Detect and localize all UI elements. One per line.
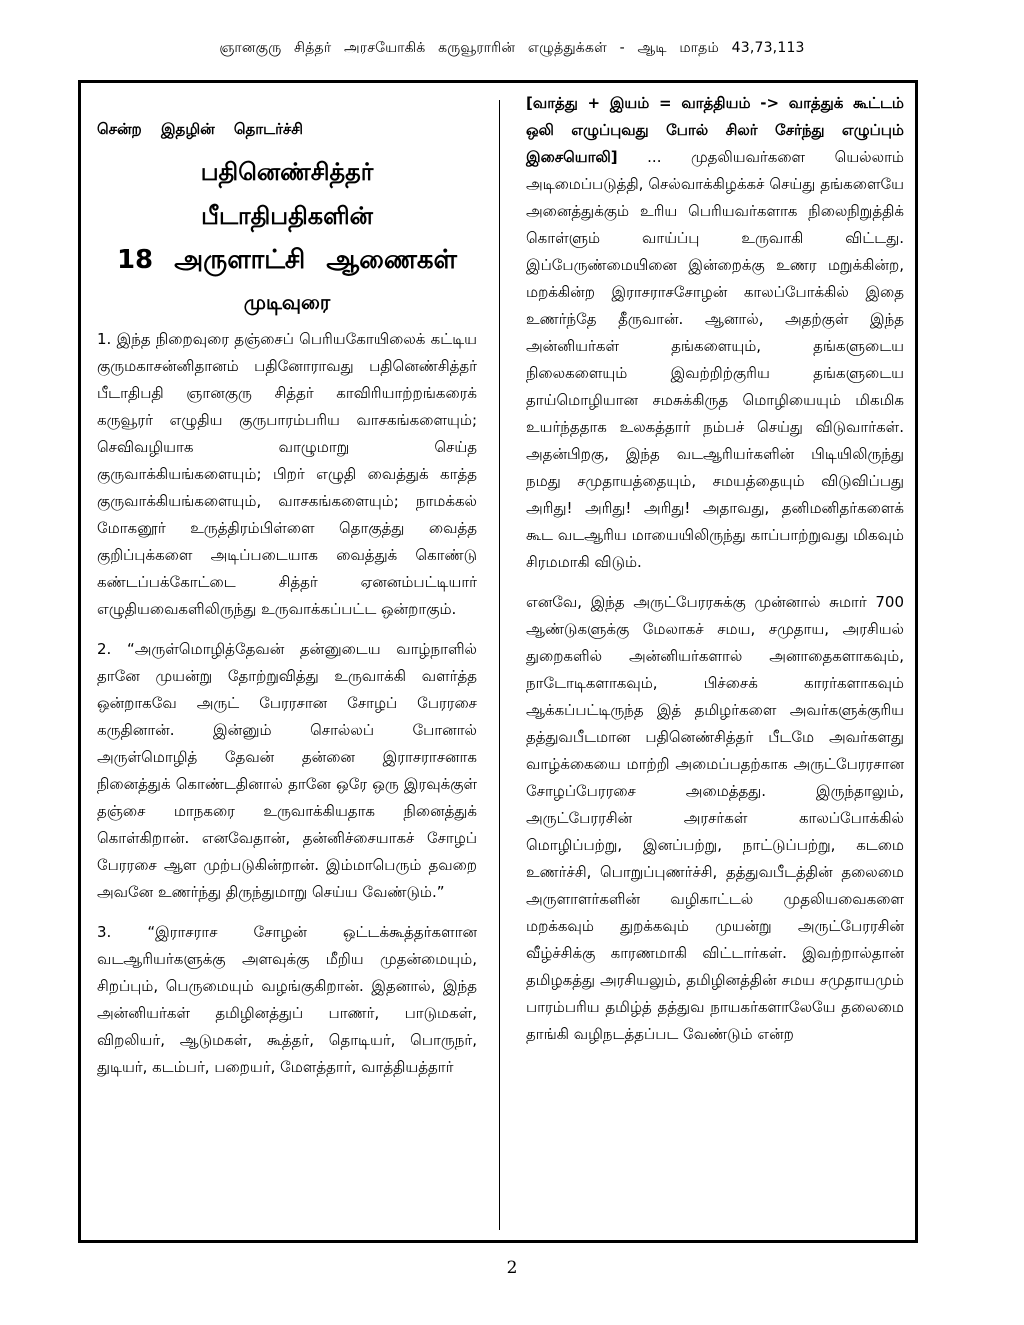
paragraph-2: 2. “அருள்மொழித்தேவன் தன்னுடைய வாழ்நாளில் தானே முயன்று தோற்றுவித்து உருவாக்கி வளர்த்த ஒன்றாகவே அருட் பேரரசான சோழப் பேரரசை கருதினான். இன்னும் சொல்லப் போனால் அருள்மொழித் தேவன் தன்னை இராசராசனாக நினைத்துக் கொண்டதினால் தானே ஒரே ஒரு இரவுக்குள் தஞ்சை மாநகரை உருவாக்கியதாக நினைத்துக் கொள்கிறான். எனவேதான், தன்னிச்சையாகச் சோழப் பேரரசை ஆள முற்படுகின்றான். இம்மாபெரும் தவறை அவனே உணர்ந்து திருந்துமாறு செய்ய வேண்டும்.” [97, 640, 477, 901]
paragraph-3: 3. “இராசராச சோழன் ஒட்டக்கூத்தர்களான வடஆரியர்களுக்கு அளவுக்கு மீறிய முதன்மையும், சிறப்பும், பெருமையும் வழங்குகிறான். இதனால், இந்த அன்னியர்கள் தமிழினத்துப் பாணர், பாடுமகள், விறலியர், ஆடுமகள், கூத்தர், தொடியர், பொருநர், துடியர், கடம்பர், பறையர், மேளத்தார், வாத்தியத்தார் [97, 923, 477, 1076]
column-divider [499, 100, 500, 1230]
article-title-line-3: 18 அருளாட்சி ஆணைகள் [116, 245, 458, 275]
left-column [97, 118, 477, 1081]
continued-label: சென்ற இதழின் தொடர்ச்சி [97, 120, 303, 138]
article-title-line-2: பீடாதிபதிகளின் [201, 202, 373, 230]
right-paragraph-1-text: ... முதலியவர்களை யெல்லாம் அடிமைப்படுத்தி, செல்வாக்கிழக்கச் செய்து தங்களையே அனைத்துக்கும் உரிய பெரியவர்களாக நிலைநிறுத்திக் கொள்ளும் வாய்ப்பு உருவாகி விட்டது. இப்பேருண்மையினை இன்றைக்கு உணர மறுக்கின்ற, மறக்கின்ற இராசராசசோழன் காலப்போக்கில் இதை உணர்ந்தே தீருவான். ஆனால், அதற்குள் இந்த அன்னியர்கள் தங்களையும், தங்களுடைய நிலைகளையும் இவற்றிற்குரிய தங்களுடைய தாய்மொழியான சமசுக்கிருத மொழியையும் மிகமிக உயர்ந்ததாக உலகத்தார் நம்பச் செய்து விடுவார்கள். அதன்பிறகு, இந்த வடஆரியர்களின் பிடியிலிருந்து நமது சமுதாயத்தையும், சமயத்தையும் விடுவிப்பது அரிது! அரிது! அரிது! அதாவது, தனிமனிதர்களைக் கூட வடஆரிய மாயையிலிருந்து காப்பாற்றுவது மிகவும் சிரமமாகி விடும். [526, 148, 904, 571]
page-number: 2 [506, 1258, 518, 1278]
article-title-line-1: பதினெண்சித்தர் [200, 158, 374, 186]
right-paragraph-1 [526, 90, 904, 576]
right-column [526, 90, 904, 1048]
article-subtitle: முடிவுரை [243, 290, 331, 314]
bracket-note: [வாத்து + இயம் = வாத்தியம் -> வாத்துக் கூட்டம் ஒலி எழுப்புவது போல் சிலர் சேர்ந்து எழுப்பும் இசையொலி] [526, 94, 904, 166]
running-header: ஞானகுரு சித்தர் அரசயோகிக் கருவூராரின் எழுத்துக்கள் - ஆடி மாதம் 43,73,113 [219, 40, 805, 56]
paragraph-1: 1. இந்த நிறைவுரை தஞ்சைப் பெரியகோயிலைக் கட்டிய குருமகாசன்னிதானம் பதினோராவது பதினெண்சித்தர் பீடாதிபதி ஞானகுரு சித்தர் காவிரியாற்றங்கரைக் கருவூரர் எழுதிய குருபாரம்பரிய வாசகங்களையும்; செவிவழியாக வாழுமாறு செய்த குருவாக்கியங்களையும்; பிறர் எழுதி வைத்துக் காத்த குருவாக்கியங்களையும், வாசகங்களையும்; நாமக்கல் மோகனூர் உருத்திரம்பிள்ளை தொகுத்து வைத்த குறிப்புக்களை அடிப்படையாக வைத்துக் கொண்டு கண்டப்பக்கோட்டை சித்தர் ஏனனம்பட்டியார் எழுதியவைகளிலிருந்து உருவாக்கப்பட்ட ஒன்றாகும். [97, 330, 477, 618]
right-paragraph-2: எனவே, இந்த அருட்பேரரசுக்கு முன்னால் சுமார் 700 ஆண்டுகளுக்கு மேலாகச் சமய, சமுதாய, அரசியல் துறைகளில் அன்னியர்களால் அனாதைகளாகவும், நாடோடிகளாகவும், பிச்சைக் காரர்களாகவும் ஆக்கப்பட்டிருந்த இத் தமிழர்களை அவர்களுக்குரிய தத்துவபீடமான பதினெண்சித்தர் பீடமே அவர்களது வாழ்க்கையை மாற்றி அமைப்பதற்காக அருட்பேரரசான சோழப்பேரரசை அமைத்தது. இருந்தாலும், அருட்பேரரசின் அரசர்கள் காலப்போக்கில் மொழிப்பற்று, இனப்பற்று, நாட்டுப்பற்று, கடமை உணர்ச்சி, பொறுப்புணர்ச்சி, தத்துவபீடத்தின் தலைமை அருளாளர்களின் வழிகாட்டல் முதலியவைகளை மறக்கவும் துறக்கவும் முயன்று அருட்பேரரசின் வீழ்ச்சிக்கு காரணமாகி விட்டார்கள். இவற்றால்தான் தமிழகத்து அரசியலும், தமிழினத்தின் சமய சமுதாயமும் பாரம்பரிய தமிழ்த் தத்துவ நாயகர்களாலேயே தலைமை தாங்கி வழிநடத்தப்பட வேண்டும் என்ற [526, 593, 904, 1043]
